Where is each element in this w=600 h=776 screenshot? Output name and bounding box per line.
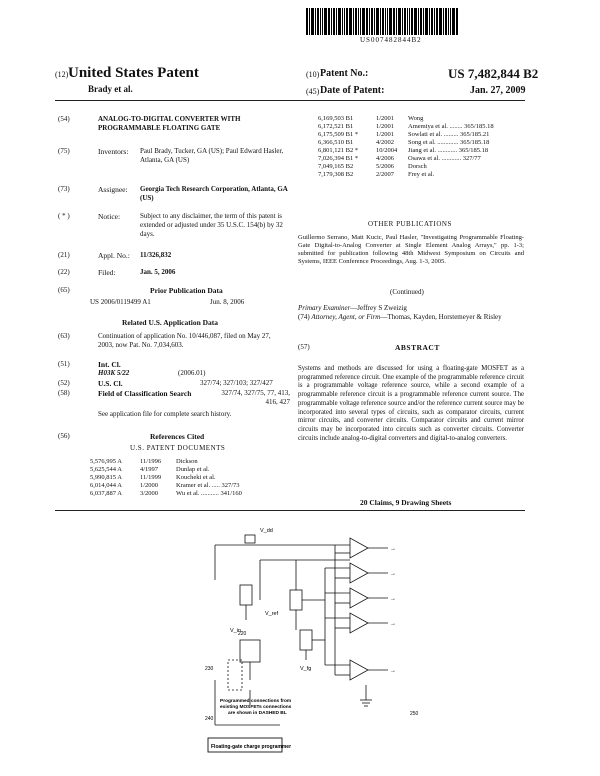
code-22: (22) [58, 268, 70, 276]
date-label: Date of Patent: [320, 85, 385, 96]
code-56: (56) [58, 432, 70, 440]
inventors-label: Inventors: [98, 147, 129, 156]
ref-row: 6,037,887 A 3/2000 Wu et al. ........... 341/160 [90, 490, 242, 497]
ref-row: 7,179,308 B2 2/2007 Frey et al. [318, 171, 435, 178]
attorney-name: Thomas, Kayden, Horstemeyer & Risley [387, 313, 502, 321]
appl-no: 11/326,832 [140, 251, 172, 259]
code-73: (73) [58, 185, 70, 193]
fig-label-vdd: V_dd [260, 528, 273, 534]
figure-divider [55, 510, 525, 511]
fig-ref-240: 240 [205, 716, 214, 722]
claims-line: 20 Claims, 9 Drawing Sheets [360, 498, 452, 507]
inventor-short: Brady et al. [88, 84, 133, 94]
fig-ref-230: 230 [205, 666, 214, 672]
ref-row: 6,801,121 B2 * 10/2004 Jiang et al. ............ 365/185.18 [318, 147, 489, 154]
see-application: See application file for complete search history. [98, 410, 232, 418]
us-cl-label: U.S. Cl. [98, 379, 123, 388]
ref-list-left [90, 458, 242, 498]
patent-date: Jan. 27, 2009 [470, 85, 526, 96]
code-63: (63) [58, 332, 70, 340]
code-12: (12) [55, 70, 69, 79]
code-51: (51) [58, 360, 70, 368]
output-label: → [390, 571, 396, 577]
other-publications-title: OTHER PUBLICATIONS [368, 220, 452, 228]
barcode [306, 8, 532, 35]
assignee-label: Assignee: [98, 185, 128, 194]
notice-text: Subject to any disclaimer, the term of this patent is extended or adjusted under 35 U.S.C. 154(b) by 32 days. [140, 212, 283, 238]
code-75: (75) [58, 147, 70, 155]
header-divider [55, 100, 525, 101]
int-cl-class: H03K 5/22 [98, 369, 130, 377]
examiner-label: Primary Examiner [298, 304, 351, 312]
fig-label-vref: V_ref [265, 611, 279, 617]
code-21: (21) [58, 251, 70, 259]
primary-examiner: Primary Examiner—Jeffrey S Zweizig [298, 304, 407, 312]
code-54: (54) [58, 115, 70, 123]
output-label: → [390, 546, 396, 552]
ref-row: 7,026,394 B1 * 4/2006 Osawa et al. ............ 327/77 [318, 155, 481, 162]
code-57: (57) [298, 343, 310, 351]
ref-row: 5,990,815 A 11/1999 Koucheki et al. [90, 474, 216, 481]
circuit-figure [200, 520, 430, 760]
int-cl-date: (2006.01) [178, 369, 206, 377]
ref-row: 5,625,544 A 4/1997 Dunlap et al. [90, 466, 210, 473]
filed-date: Jan. 5, 2006 [140, 268, 176, 276]
us-patent-docs-title: U.S. PATENT DOCUMENTS [130, 444, 226, 452]
output-label: → [390, 668, 396, 674]
output-label: → [390, 621, 396, 627]
notice-label: Notice: [98, 212, 121, 221]
prior-pub-date: Jun. 8, 2006 [210, 298, 245, 306]
ref-list-right [318, 115, 494, 179]
code-52: (52) [58, 379, 70, 387]
code-58: (58) [58, 389, 70, 397]
prior-pub-title: Prior Publication Data [150, 286, 223, 295]
related-title: Related U.S. Application Data [122, 318, 219, 327]
field-class-text: 327/74, 327/75, 77, 413, 416, 427 [221, 389, 290, 406]
code-10: (10) [306, 70, 320, 79]
notice-code: ( * ) [58, 212, 70, 220]
appl-no-label: Appl. No.: [98, 251, 130, 260]
filed-label: Filed: [98, 268, 116, 277]
code-65: (65) [58, 286, 70, 294]
patent-number: US 7,482,844 B2 [448, 66, 539, 81]
inventors-text: Paul Brady, Tucker, GA (US); Paul Edward Hasler, Atlanta, GA (US) [140, 147, 284, 164]
patent-no-label: Patent No.: [320, 68, 369, 79]
invention-title: ANALOG-TO-DIGITAL CONVERTER WITH PROGRAMMABLE FLOATING GATE [98, 115, 241, 132]
output-label: → [390, 596, 396, 602]
assignee-text: Georgia Tech Research Corporation, Atlanta, GA (US) [140, 185, 288, 202]
attorney-label: Attorney, Agent, or Firm [311, 313, 381, 321]
fig-ref-250: 250 [410, 711, 419, 717]
related-text: Continuation of application No. 10/446,087, filed on May 27, 2003, now Pat. No. 7,034,603. [98, 332, 271, 349]
other-publications-text: Guillermo Serrano, Matt Kucic, Paul Hasler, "Investigating Programmable Floating-Gate Digital-to-Analog Converter at Single Element Analog Arrays," pp. 1-3; submitted for publication following 48th Midwest Symposium on Circuits and Systems, IEEE Conference Proceedings, Aug. 1-3, 2005. [298, 234, 524, 265]
ref-row: 6,175,509 B1 * 1/2001 Sowlati et al. ......... 365/185.21 [318, 131, 490, 138]
abstract-title: ABSTRACT [395, 343, 440, 352]
ref-row: 6,172,521 B1 1/2001 Amemiya et al. ........ 365/185.18 [318, 123, 494, 130]
programmer-label: Floating-gate charge programmer [211, 744, 292, 750]
attorney-line: (74) Attorney, Agent, or Firm—Thomas, Kayden, Horstemeyer & Risley [298, 313, 502, 321]
ref-row: 6,014,044 A 1/2000 Kramer et al. ..... 327/73 [90, 482, 240, 489]
patent-title: United States Patent [68, 65, 199, 81]
abstract-text: Systems and methods are discussed for using a floating-gate MOSFET as a programmed reference circuit. One example of the programmable reference circuit is a programmable voltage reference source, while a second example of a programmable reference circuit is a programmable reference current source. The programmable voltage reference source and/or the reference current source may be incorporated into several types of circuits, such as comparator circuits, current mirror circuits, and converter circuits. Comparator circuits and current mirror circuits may be incorporated into circuits such as converter circuits. Converter circuits include analog-to-digital converters and digital-to-analog converters. [298, 365, 524, 442]
fig-label-vfg: V_fg [300, 666, 312, 672]
references-title: References Cited [150, 432, 205, 441]
field-class-label: Field of Classification Search [98, 389, 192, 398]
ref-row: 7,049,165 B2 5/2006 Dorsch [318, 163, 427, 170]
us-cl-text: 327/74; 327/103; 327/427 [200, 379, 273, 387]
ref-row: 6,169,503 B1 1/2001 Wong [318, 115, 424, 122]
fig-ref-220: 220 [238, 631, 247, 637]
examiner-name: Jeffrey S Zweizig [357, 304, 407, 312]
ref-row: 6,366,510 B1 4/2002 Song et al. ............. 365/185.18 [318, 139, 490, 146]
fig-callout-line1: Programmed connections from [220, 699, 292, 704]
fig-label-vin: V_in [230, 628, 242, 634]
fig-callout-line2: existing MOSFETs connections [220, 705, 292, 710]
ref-row: 5,576,995 A 11/1996 Dickson [90, 458, 198, 465]
continued-label: (Continued) [390, 288, 424, 296]
prior-pub-number: US 2006/0119499 A1 [90, 298, 151, 306]
barcode-number: US007482844B2 [360, 36, 422, 44]
code-45: (45) [306, 87, 320, 96]
fig-callout-line3: are shown in DASHED BL [228, 711, 287, 716]
int-cl-label: Int. Cl. [98, 360, 121, 369]
